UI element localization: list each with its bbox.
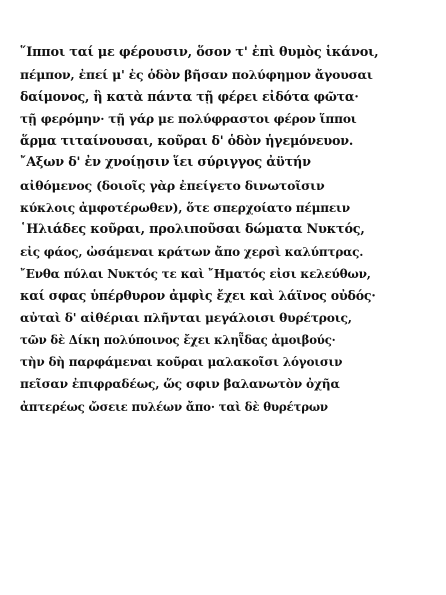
text-line: αἰθόμενος (δοιοῖς γὰρ ἐπείγετο δινωτοῖσιν (20, 177, 325, 193)
poem-text-block (20, 42, 432, 418)
text-line: τὴν δὴ παρφάμεναι κοῦραι μαλακοῖσι λόγοισιν (20, 355, 343, 370)
text-line: τῇ φερόμην· τῇ γάρ με πολύφραστοι φέρον ἵπποι (20, 112, 357, 127)
text-line: κύκλοις ἀμφοτέρωθεν), ὅτε σπερχοίατο πέμπειν (20, 200, 350, 215)
text-line: τῶν δὲ Δίκη πολύποινος ἔχει κληῗδας ἀμοιβούς· (20, 333, 336, 348)
text-line: καί σφας ὑπέρθυρον ἀμφὶς ἔχει καὶ λάϊνος οὐδός· (20, 288, 376, 304)
text-line: ῎Αξων δ' ἐν χνοίῃσιν ἵει σύριγγος ἀϋτήν (20, 155, 311, 171)
text-line: ῞Ιπποι ταί με φέρουσιν, ὅσον τ' ἐπὶ θυμὸς ἱκάνοι, (20, 45, 379, 60)
text-line: ἀπτερέως ὤσειε πυλέων ἄπο· ταὶ δὲ θυρέτρων (20, 399, 328, 414)
text-line: ῾Ηλιάδες κοῦραι, προλιποῦσαι δώματα Νυκτός, (20, 221, 365, 237)
text-line: δαίμονος, ἣ κατὰ πάντα τῇ φέρει εἰδότα φῶτα· (20, 89, 359, 105)
text-line: αὐταὶ δ' αἰθέριαι πλῆνται μεγάλοισι θυρέτροις, (20, 310, 352, 326)
text-line: ἅρμα τιταίνουσαι, κοῦραι δ' ὁδὸν ἡγεμόνευον. (20, 133, 354, 149)
text-line: πεῖσαν ἐπιφραδέως, ὥς σφιν βαλανωτὸν ὀχῆα (20, 377, 340, 392)
text-line: εἰς φάος, ὠσάμεναι κράτων ἄπο χερσὶ καλύπτρας. (20, 244, 364, 259)
text-line: πέμπον, ἐπεί μ' ἐς ὁδὸν βῆσαν πολύφημον ἄγουσαι (20, 67, 373, 83)
text-line: ῎Ενθα πύλαι Νυκτός τε καὶ ῎Ηματός εἰσι κελεύθων, (20, 266, 371, 281)
